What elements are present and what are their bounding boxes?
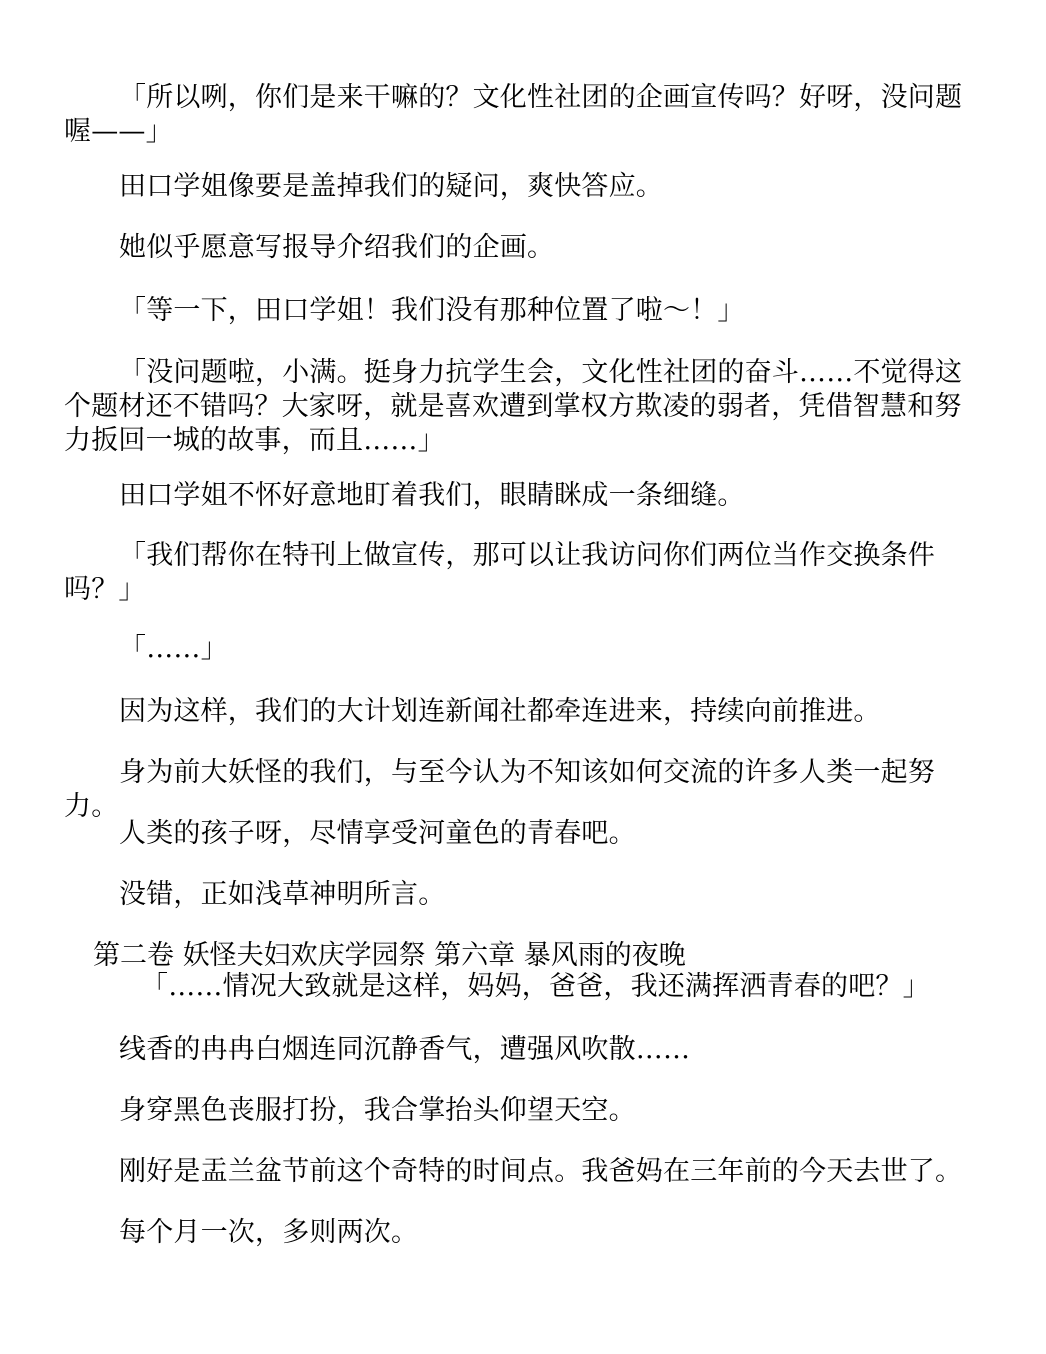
paragraph-2: 田口学姐像要是盖掉我们的疑问，爽快答应。 <box>119 171 663 202</box>
paragraph-12: 没错，正如浅草神明所言。 <box>119 879 446 910</box>
chapter-paragraph-5: 每个月一次，多则两次。 <box>119 1217 419 1248</box>
paragraph-1: 「所以咧，你们是来干嘛的？文化性社团的企画宣传吗？好呀，没问题喔——」 <box>64 82 963 147</box>
chapter-paragraph-3: 身穿黑色丧服打扮，我合掌抬头仰望天空。 <box>119 1095 636 1126</box>
paragraph-4: 「等一下，田口学姐！我们没有那种位置了啦～！」 <box>119 295 745 326</box>
paragraph-6: 田口学姐不怀好意地盯着我们，眼睛眯成一条细缝。 <box>119 480 745 511</box>
paragraph-7: 「我们帮你在特刊上做宣传，那可以让我访问你们两位当作交换条件吗？」 <box>64 540 935 605</box>
paragraph-5: 「没问题啦，小满。挺身力抗学生会，文化性社团的奋斗……不觉得这个题材还不错吗？大家呀，就是喜欢遭到掌权方欺凌的弱者，凭借智慧和努力扳回一城的故事，而且……」 <box>64 357 963 456</box>
chapter-heading: 第二卷 妖怪夫妇欢庆学园祭 第六章 暴风雨的夜晚 <box>93 940 686 971</box>
chapter-paragraph-1: 「……情况大致就是这样，妈妈，爸爸，我还满挥洒青春的吧？」 <box>141 971 930 1002</box>
chapter-paragraph-4: 刚好是盂兰盆节前这个奇特的时间点。我爸妈在三年前的今天去世了。 <box>119 1156 963 1187</box>
paragraph-10: 身为前大妖怪的我们，与至今认为不知该如何交流的许多人类一起努力。 <box>64 757 935 822</box>
paragraph-3: 她似乎愿意写报导介绍我们的企画。 <box>119 232 555 263</box>
chapter-paragraph-2: 线香的冉冉白烟连同沉静香气，遭强风吹散…… <box>119 1034 691 1065</box>
paragraph-9: 因为这样，我们的大计划连新闻社都牵连进来，持续向前推进。 <box>119 696 881 727</box>
paragraph-8: 「……」 <box>119 633 228 664</box>
paragraph-11: 人类的孩子呀，尽情享受河童色的青春吧。 <box>119 818 636 849</box>
